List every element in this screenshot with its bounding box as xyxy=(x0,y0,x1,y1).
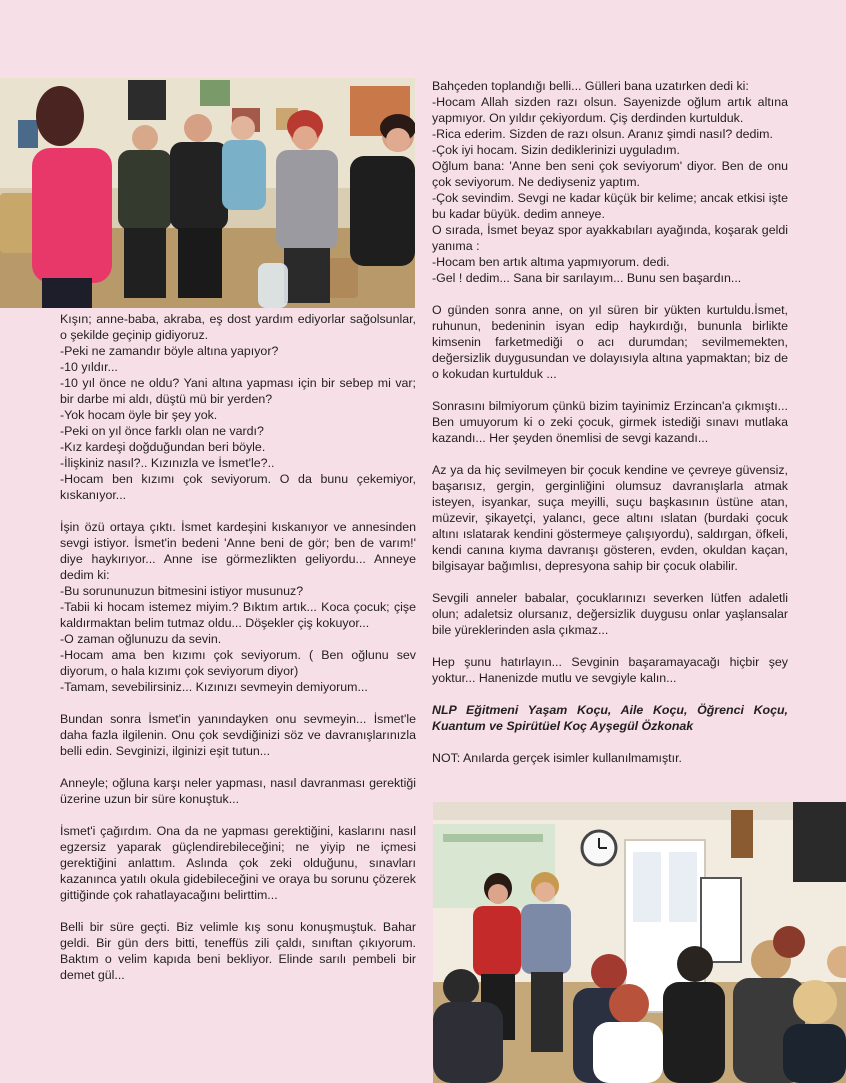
paragraph: -İlişkiniz nasıl?.. Kızınızla ve İsmet'le?.. xyxy=(60,456,275,470)
paragraph: Az ya da hiç sevilmeyen bir çocuk kendine ve çevreye güvensiz, başarısız, gergin, gerginliğini olumsuz davranışlarla atmak isteyen, isyankar, suça meyilli, suçu başkasının üstüne atan, müzevir, şikayetçi, yalancı, gece altını ıslatan (burdaki çocuk altını ıslatarak kendini göstermeye çalışıyordu), saldırgan, öfkeli, kendi canına kıyma davranışı gösteren, evden, okuldan kaçan, bilgisayar bağımlısı, depresyona sahip bir çocuk olabilir. xyxy=(432,463,788,573)
paragraph: -Yok hocam öyle bir şey yok. xyxy=(60,408,218,422)
paragraph: -Hocam Allah sizden razı olsun. Sayenizde oğlum artık altına yapmıyor. On yıldır çekiyordum. Çiş derdinden kurtulduk. xyxy=(432,95,788,125)
paragraph-gap xyxy=(60,759,416,775)
paragraph: -Hocam ama ben kızımı çok seviyorum. ( Ben oğlunu sev diyorum, o hala kızımı çok seviyorum diyor) xyxy=(60,648,416,678)
paragraph: -Rica ederim. Sizden de razı olsun. Aranız şimdi nasıl? dedim. xyxy=(432,127,773,141)
paragraph: -Tabii ki hocam istemez miyim.? Bıktım artık... Koca çocuk; çişe kaldırmaktan belim tutmaz oldu... Döşekler çiş kokuyor... xyxy=(60,600,416,630)
paragraph-gap xyxy=(432,686,788,702)
paragraph: -Çok iyi hocam. Sizin dediklerinizi uyguladım. xyxy=(432,143,680,157)
paragraph-gap xyxy=(60,903,416,919)
paragraph: -10 yıl önce ne oldu? Yani altına yapması için bir sebep mi var; bir darbe mi aldı, düştü mü bir yerden? xyxy=(60,376,416,406)
paragraph: -Hocam ben artık altıma yapmıyorum. dedi. xyxy=(432,255,670,269)
paragraph: -Kız kardeşi doğduğundan beri böyle. xyxy=(60,440,266,454)
paragraph: -Tamam, sevebilirsiniz... Kızınızı sevmeyin demiyorum... xyxy=(60,680,368,694)
paragraph: Belli bir süre geçti. Biz velimle kış sonu konuşmuştuk. Bahar geldi. Bir gün ders bitti, teneffüs zili çaldı, sınıftan çıkıyorum. Baktım o velim kapıda beni bekliyor. Elinde sarılı pembeli bir demet gül... xyxy=(60,920,416,982)
paragraph: -Hocam ben kızımı çok seviyorum. O da bunu çekemiyor, kıskanıyor... xyxy=(60,472,416,502)
article-right-column xyxy=(432,78,788,766)
paragraph-gap xyxy=(60,695,416,711)
paragraph: -Peki on yıl önce farklı olan ne vardı? xyxy=(60,424,264,438)
paragraph: Hep şunu hatırlayın... Sevginin başaramayacağı hiçbir şey yoktur... Hanenizde mutlu ve sevgiyle kalın... xyxy=(432,655,788,685)
paragraph-gap xyxy=(432,286,788,302)
paragraph: Oğlum bana: 'Anne ben seni çok seviyorum' diyor. Ben de onu çok seviyorum. Ne dediyseniz yaptım. xyxy=(432,159,788,189)
paragraph: Sonrasını bilmiyorum çünkü bizim tayinimiz Erzincan'a çıkmıştı... Ben umuyorum ki o zeki çocuk, girmek istediği sınavı mutlaka kazandı... Her şeyden önemlisi de sevgi kazandı... xyxy=(432,399,788,445)
paragraph: İşin özü ortaya çıktı. İsmet kardeşini kıskanıyor ve annesinden sevgi istiyor. İsmet'in bedeni 'Anne beni de gör; ben de varım!' diye haykırıyor... Anne ise görmezlikten geliyordu... Anneye dedim ki: xyxy=(60,520,416,582)
paragraph: İsmet'i çağırdım. Ona da ne yapması gerektiğini, kaslarını nasıl egzersiz yaparak güçlendirebileceğini; ne yiyip ne içmesi gerektiğini anlattım. Aslında çok zeki olduğunu, sınavları kazanınca yatılı okula gidebileceğini ve oraya bu sorunu çözerek gittiğinde çok rahatlayacağını belirttim... xyxy=(60,824,416,902)
paragraph-gap xyxy=(432,382,788,398)
article-left-column xyxy=(60,311,416,983)
paragraph: Anneyle; oğluna karşı neler yapması, nasıl davranması gerektiği üzerine uzun bir süre konuştuk... xyxy=(60,776,416,806)
paragraph-gap xyxy=(60,807,416,823)
paragraph: -10 yıldır... xyxy=(60,360,118,374)
paragraph-gap xyxy=(432,446,788,462)
paragraph: Sevgili anneler babalar, çocuklarınızı severken lütfen adaletli olun; adaletsiz olursanız, değersizlik duygusu onlar yaşlansalar bile yüreklerinden asla çıkmaz... xyxy=(432,591,788,637)
group-exercise-photo xyxy=(0,78,415,308)
paragraph: -Gel ! dedim... Sana bir sarılayım... Bunu sen başardın... xyxy=(432,271,742,285)
paragraph: -Peki ne zamandır böyle altına yapıyor? xyxy=(60,344,279,358)
paragraph: -Bu sorununuzun bitmesini istiyor musunuz? xyxy=(60,584,304,598)
right-column-paragraphs xyxy=(432,78,788,702)
paragraph: O günden sonra anne, on yıl süren bir yükten kurtuldu.İsmet, ruhunun, bedeninin isyan edip haykırdığı, bununla birlikte kimsenin farketmediği o acı durumdan; sevilmemekten, değersizlik duygusundan ve dolayısıyla altına yapmaktan; biz de o kokudan kurtulduk ... xyxy=(432,303,788,381)
paragraph-gap xyxy=(432,574,788,590)
paragraph-gap xyxy=(60,503,416,519)
paragraph: Kışın; anne-baba, akraba, eş dost yardım ediyorlar sağolsunlar, o şekilde geçinip gidiyoruz. xyxy=(60,312,416,342)
paragraph: -O zaman oğlunuzu da sevin. xyxy=(60,632,222,646)
seminar-photo xyxy=(433,802,846,1083)
names-note: NOT: Anılarda gerçek isimler kullanılmamıştır. xyxy=(432,751,682,765)
author-signature: NLP Eğitmeni Yaşam Koçu, Aile Koçu, Öğrenci Koçu, Kuantum ve Spirütüel Koç Ayşegül Özkonak xyxy=(432,703,788,733)
paragraph: Bundan sonra İsmet'in yanındayken onu sevmeyin... İsmet'le daha fazla ilgilenin. Onu çok sevdiğinizi söz ve davranışlarınızla belli edin. Sevginizi, ilginizi eşit tutun... xyxy=(60,712,416,758)
paragraph-gap xyxy=(432,638,788,654)
paragraph: -Çok sevindim. Sevgi ne kadar küçük bir kelime; ancak etkisi işte bu kadar büyük. dedim anneye. xyxy=(432,191,788,221)
paragraph: O sırada, İsmet beyaz spor ayakkabıları ayağında, koşarak geldi yanıma : xyxy=(432,223,788,253)
paragraph: Bahçeden toplandığı belli... Gülleri bana uzatırken dedi ki: xyxy=(432,79,749,93)
